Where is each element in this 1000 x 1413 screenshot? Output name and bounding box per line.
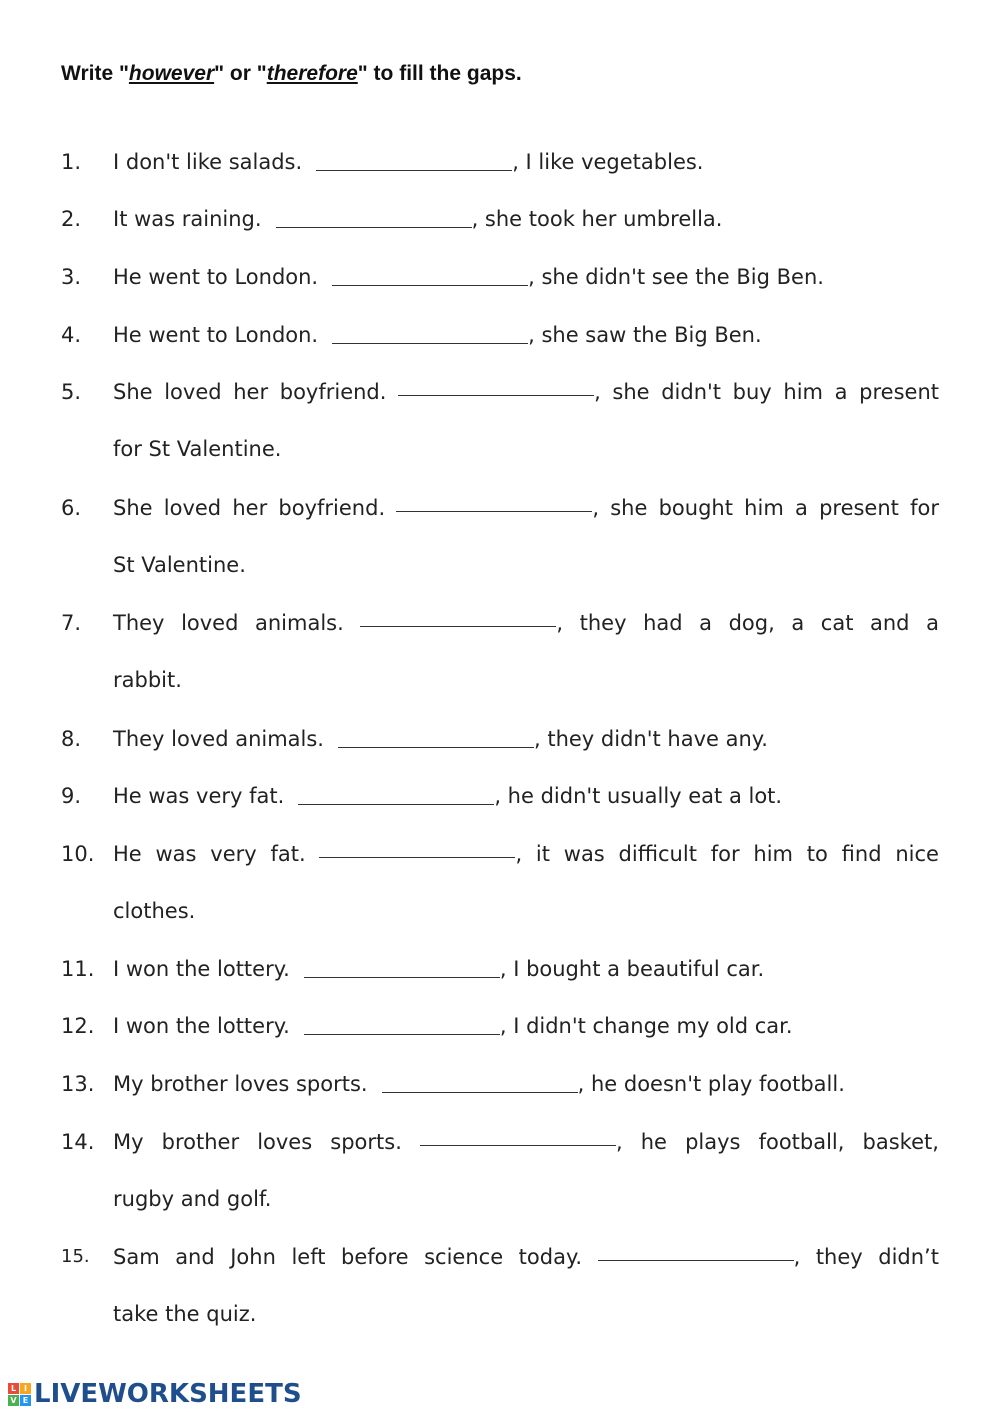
sentence-word: present bbox=[819, 496, 899, 520]
sentence-word: plays bbox=[685, 1130, 741, 1154]
sentence-word: sports. bbox=[330, 1130, 402, 1154]
sentence-word: her bbox=[233, 380, 269, 404]
logo-text: LIVEWORKSHEETS bbox=[34, 1379, 302, 1409]
sentence-word: and bbox=[870, 611, 910, 635]
sentence-word: basket, bbox=[862, 1130, 939, 1154]
answer-blank[interactable] bbox=[598, 1259, 794, 1261]
logo-icon-letter: L bbox=[8, 1383, 19, 1394]
sentence-continuation: for St Valentine. bbox=[113, 437, 282, 461]
liveworksheets-logo bbox=[8, 1379, 302, 1409]
logo-icon-letter: V bbox=[8, 1395, 19, 1406]
question-number: 6. bbox=[61, 496, 82, 520]
blank-group bbox=[319, 842, 522, 866]
question-number: 5. bbox=[61, 380, 82, 404]
blank-group bbox=[396, 496, 599, 520]
sentence-word: it bbox=[535, 842, 550, 866]
sentence-after: , they didn't have any. bbox=[533, 727, 768, 751]
sentence-word: brother bbox=[161, 1130, 240, 1154]
sentence-word: didn't bbox=[661, 380, 722, 404]
sentence-after: , I bought a beautiful car. bbox=[499, 957, 765, 981]
sentence-before: I don't like salads. bbox=[113, 150, 303, 174]
sentence-word: boyfriend. bbox=[279, 380, 387, 404]
sentence-word: and bbox=[175, 1245, 215, 1269]
sentence-word: bought bbox=[658, 496, 733, 520]
answer-blank[interactable] bbox=[398, 394, 594, 396]
sentence-before: My brother loves sports. bbox=[113, 1072, 368, 1096]
sentence-word: very bbox=[210, 842, 257, 866]
answer-blank[interactable] bbox=[304, 1033, 500, 1035]
sentence-before: I won the lottery. bbox=[113, 1014, 290, 1038]
sentence-word: a bbox=[791, 611, 805, 635]
question-number: 15. bbox=[61, 1246, 90, 1267]
keyword-however: however bbox=[128, 62, 215, 85]
sentence-word: she bbox=[610, 496, 648, 520]
question-number: 1. bbox=[61, 150, 82, 174]
question-number: 10. bbox=[61, 842, 95, 866]
sentence-word: was bbox=[563, 842, 605, 866]
sentence-word: football, bbox=[758, 1130, 845, 1154]
blank-group bbox=[598, 1245, 801, 1269]
question-line bbox=[113, 611, 939, 635]
sentence-word: didn’t bbox=[878, 1245, 939, 1269]
sentence-before: They loved animals. bbox=[113, 727, 324, 751]
sentence-word: loves bbox=[257, 1130, 313, 1154]
sentence-word: a bbox=[699, 611, 713, 635]
sentence-word: My bbox=[113, 1130, 144, 1154]
sentence-before: He went to London. bbox=[113, 265, 319, 289]
sentence-word: her bbox=[232, 496, 268, 520]
comma: , bbox=[793, 1245, 801, 1269]
answer-blank[interactable] bbox=[316, 169, 512, 171]
logo-icon bbox=[8, 1383, 31, 1406]
logo-icon-letter: I bbox=[20, 1383, 31, 1394]
sentence-after: , he doesn't play football. bbox=[577, 1072, 845, 1096]
sentence-word: they bbox=[815, 1245, 863, 1269]
question-line bbox=[113, 1014, 939, 1038]
sentence-word: had bbox=[643, 611, 683, 635]
sentence-word: He bbox=[113, 842, 142, 866]
sentence-word: find bbox=[841, 842, 882, 866]
comma: , bbox=[592, 496, 600, 520]
answer-blank[interactable] bbox=[420, 1144, 616, 1146]
sentence-word: loved bbox=[163, 496, 222, 520]
sentence-word: They bbox=[113, 611, 165, 635]
sentence-word: him bbox=[744, 496, 784, 520]
sentence-word: Sam bbox=[113, 1245, 160, 1269]
sentence-continuation: St Valentine. bbox=[113, 553, 246, 577]
sentence-after: , he didn't usually eat a lot. bbox=[494, 784, 783, 808]
question-number: 11. bbox=[61, 957, 95, 981]
blank-group bbox=[360, 611, 563, 635]
sentence-continuation: rugby and golf. bbox=[113, 1187, 272, 1211]
sentence-word: nice bbox=[895, 842, 939, 866]
sentence-word: buy bbox=[732, 380, 772, 404]
sentence-word: today. bbox=[518, 1245, 583, 1269]
sentence-word: dog, bbox=[728, 611, 775, 635]
question-line bbox=[113, 1130, 939, 1154]
sentence-word: a bbox=[794, 496, 808, 520]
keyword-therefore: therefore bbox=[266, 62, 358, 85]
question-line bbox=[113, 727, 939, 751]
question-number: 9. bbox=[61, 784, 82, 808]
question-number: 4. bbox=[61, 323, 82, 347]
answer-blank[interactable] bbox=[396, 510, 592, 512]
sentence-word: him bbox=[783, 380, 823, 404]
question-line bbox=[113, 323, 939, 347]
question-number: 2. bbox=[61, 207, 82, 231]
sentence-after: , I like vegetables. bbox=[512, 150, 704, 174]
question-line bbox=[113, 1245, 939, 1269]
sentence-before: He went to London. bbox=[113, 323, 319, 347]
sentence-word: for bbox=[910, 496, 939, 520]
sentence-after: , she didn't see the Big Ben. bbox=[528, 265, 824, 289]
sentence-continuation: take the quiz. bbox=[113, 1302, 257, 1326]
title-middle: " or " bbox=[214, 62, 267, 85]
answer-blank[interactable] bbox=[332, 284, 528, 286]
sentence-word: boyfriend. bbox=[278, 496, 386, 520]
answer-blank[interactable] bbox=[360, 625, 556, 627]
sentence-word: they bbox=[579, 611, 627, 635]
answer-blank[interactable] bbox=[319, 856, 515, 858]
blank-group bbox=[420, 1130, 623, 1154]
question-number: 12. bbox=[61, 1014, 95, 1038]
answer-blank[interactable] bbox=[298, 803, 494, 805]
sentence-word: present bbox=[859, 380, 939, 404]
question-line bbox=[113, 1072, 939, 1096]
sentence-before: It was raining. bbox=[113, 207, 262, 231]
sentence-word: loved bbox=[164, 380, 222, 404]
sentence-before: I won the lottery. bbox=[113, 957, 290, 981]
question-line bbox=[113, 150, 939, 174]
answer-blank[interactable] bbox=[338, 746, 534, 748]
sentence-word: a bbox=[834, 380, 848, 404]
comma: , bbox=[515, 842, 523, 866]
question-number: 8. bbox=[61, 727, 82, 751]
sentence-word: him bbox=[753, 842, 793, 866]
sentence-word: She bbox=[113, 380, 153, 404]
comma: , bbox=[615, 1130, 623, 1154]
sentence-word: a bbox=[926, 611, 939, 635]
sentence-word: She bbox=[113, 496, 153, 520]
worksheet-instructions bbox=[61, 62, 522, 86]
sentence-word: before bbox=[340, 1245, 409, 1269]
sentence-after: , I didn't change my old car. bbox=[499, 1014, 793, 1038]
answer-blank[interactable] bbox=[304, 976, 500, 978]
question-number: 13. bbox=[61, 1072, 95, 1096]
sentence-continuation: clothes. bbox=[113, 899, 196, 923]
sentence-before: He was very fat. bbox=[113, 784, 285, 808]
sentence-word: fat. bbox=[270, 842, 306, 866]
question-number: 7. bbox=[61, 611, 82, 635]
logo-icon-letter: E bbox=[20, 1395, 31, 1406]
sentence-after: , she took her umbrella. bbox=[471, 207, 723, 231]
question-line bbox=[113, 380, 939, 404]
comma: , bbox=[594, 380, 601, 404]
title-suffix: " to fill the gaps. bbox=[357, 62, 522, 85]
question-line bbox=[113, 265, 939, 289]
comma: , bbox=[556, 611, 564, 635]
question-line bbox=[113, 842, 939, 866]
question-number: 3. bbox=[61, 265, 82, 289]
sentence-word: John bbox=[230, 1245, 276, 1269]
sentence-word: left bbox=[291, 1245, 326, 1269]
blank-group bbox=[398, 380, 601, 404]
sentence-word: to bbox=[806, 842, 828, 866]
question-line bbox=[113, 957, 939, 981]
sentence-word: he bbox=[640, 1130, 667, 1154]
answer-blank[interactable] bbox=[382, 1091, 578, 1093]
question-number: 14. bbox=[61, 1130, 95, 1154]
answer-blank[interactable] bbox=[332, 342, 528, 344]
question-line bbox=[113, 784, 939, 808]
sentence-word: animals. bbox=[255, 611, 344, 635]
question-line bbox=[113, 207, 939, 231]
sentence-word: she bbox=[612, 380, 650, 404]
sentence-word: science bbox=[424, 1245, 504, 1269]
sentence-word: for bbox=[710, 842, 740, 866]
question-line bbox=[113, 496, 939, 520]
sentence-word: difficult bbox=[618, 842, 697, 866]
sentence-word: cat bbox=[820, 611, 854, 635]
sentence-continuation: rabbit. bbox=[113, 668, 182, 692]
answer-blank[interactable] bbox=[276, 226, 472, 228]
title-prefix: Write " bbox=[61, 62, 129, 85]
sentence-word: loved bbox=[181, 611, 239, 635]
sentence-word: was bbox=[155, 842, 197, 866]
sentence-after: , she saw the Big Ben. bbox=[528, 323, 762, 347]
